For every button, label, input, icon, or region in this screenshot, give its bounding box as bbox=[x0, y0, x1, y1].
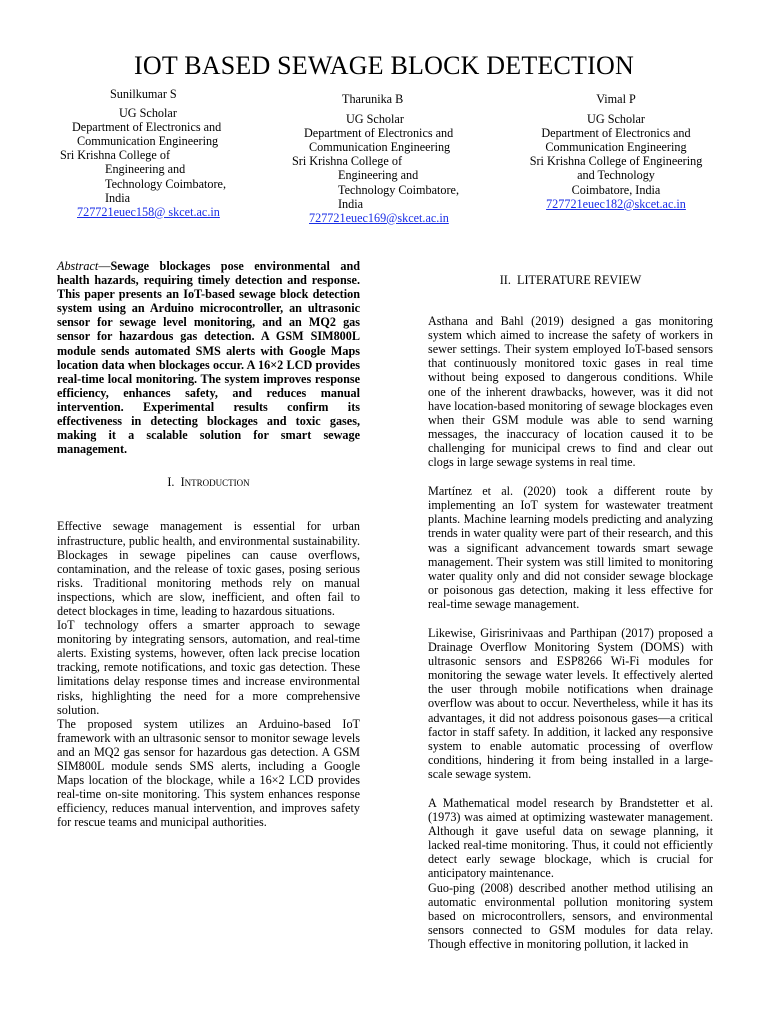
author-college: Engineering and bbox=[338, 168, 419, 183]
author-name: Tharunika B bbox=[342, 92, 404, 106]
author-country: India bbox=[338, 196, 364, 211]
author-role: UG Scholar bbox=[587, 112, 645, 127]
author-email-link[interactable]: 727721euec158@ skcet.ac.in bbox=[77, 204, 220, 219]
author-dept: Communication Engineering bbox=[77, 134, 219, 149]
author-block-1 bbox=[60, 87, 242, 219]
review-paragraph-5: Guo-ping (2008) described another method utilising an automatic environmental pollution monitoring system based on microcontrollers, sensors, and environmental sensors connected to GSM modules for data relay. Though effective in monitoring pollution, it lacked in bbox=[428, 880, 713, 951]
section-heading-introduction bbox=[57, 475, 360, 489]
author-college: Sri Krishna College of bbox=[292, 154, 403, 169]
author-college: Technology Coimbatore, bbox=[105, 176, 226, 191]
section-title: LITERATURE REVIEW bbox=[517, 273, 642, 287]
author-dept: Department of Electronics and bbox=[72, 120, 222, 135]
abstract bbox=[57, 259, 360, 456]
author-dept: Department of Electronics and bbox=[541, 126, 691, 141]
abstract-label: Abstract bbox=[57, 259, 99, 273]
author-dept: Communication Engineering bbox=[545, 140, 687, 155]
left-column bbox=[57, 259, 360, 829]
author-dept: Department of Electronics and bbox=[304, 126, 454, 141]
review-paragraph-3: Likewise, Girisrinivaas and Parthipan (2017) proposed a Drainage Overflow Monitoring System (DOMS) with ultrasonic sensors and ESP8266 Wi-Fi modules for monitoring the sewage water levels. It effectively alerted the user through mobile notifications when drainage overflow was about to occur. Nevertheless, while it has its advantages, it did not address poisonous gases—a critical factor in staff safety. In addition, it lacked any responsive system to enable automatic processing of overflow conditions, hindering it from being installed in a large-scale sewage system. bbox=[428, 625, 713, 781]
abstract-text: Sewage blockages pose environmental and health hazards, requiring timely detection and response. This paper presents an IoT-based sewage block detection system using an Arduino microcontroller, an ultrasonic sensor for sewage level monitoring, and an MQ2 gas sensor for hazardous gas detection. A GSM SIM800L module sends automated SMS alerts with Google Maps location data when blockages occur. A 16×2 LCD provides real-time local monitoring. The system improves response efficiency, enhances safety, and reduces manual intervention. Experimental results confirm its effectiveness in detecting blockages and toxic gases, making it a scalable solution for smart sewage management. bbox=[57, 259, 360, 457]
author-college: Technology Coimbatore, bbox=[338, 182, 459, 197]
section-title: Introduction bbox=[180, 475, 250, 490]
author-name: Sunilkumar S bbox=[110, 87, 177, 101]
author-block-3 bbox=[520, 92, 712, 211]
author-college: Coimbatore, India bbox=[571, 182, 661, 197]
abstract-dash: — bbox=[98, 259, 111, 273]
author-email-link[interactable]: 727721euec169@skcet.ac.in bbox=[309, 210, 449, 225]
section-number: I. bbox=[167, 475, 175, 490]
intro-paragraph-3: The proposed system utilizes an Arduino-based IoT framework with an ultrasonic sensor to monitor sewage levels and an MQ2 gas sensor for hazardous gas detection. A GSM SIM800L module sends SMS alerts, including a Google Maps location of the blockage, while a 16×2 LCD provides real-time on-site monitoring. This system enhances response efficiency, reduces manual intervention, and improves safety for rescue teams and municipal authorities. bbox=[57, 716, 360, 830]
intro-paragraph-2: IoT technology offers a smarter approach to sewage monitoring by integrating sensors, automation, and real-time alerts. Existing systems, however, often lack precise location tracking, remote notifications, and toxic gas detection. These limitations delay response times and increase environmental risks, highlighting the need for a more comprehensive solution. bbox=[57, 618, 360, 717]
author-country: India bbox=[105, 190, 131, 205]
author-block-2 bbox=[292, 92, 474, 225]
right-column bbox=[428, 273, 713, 951]
author-dept: Communication Engineering bbox=[309, 140, 451, 155]
review-paragraph-1: Asthana and Bahl (2019) designed a gas monitoring system which aimed to increase the safety of workers in sewer settings. Their system employed IoT-based sensors that continuously monitored toxic gases in real time without being exposed to dangerous conditions. While one of the inherent drawbacks, however, was it did not have location-based monitoring of sewage blockages even when their GSM module was able to send warning messages, the inaccuracy of location caused it to be challenging for municipal crews to find and clear out clogs in large sewage systems in real time. bbox=[428, 314, 713, 470]
review-paragraph-2: Martínez et al. (2020) took a different route by implementing an IoT system for wastewater treatment plants. Machine learning models predicting and analyzing trends in water quality were part of their research, and this was a significant advancement towards smart sewage management. Their system was still limited to monitoring water quality only and did not consider sewage blockage or poisonous gas detection, making it less effective for real-time sewage management. bbox=[428, 484, 713, 611]
intro-paragraph-1: Effective sewage management is essential for urban infrastructure, public health, and environmental sustainability. Blockages in sewage pipelines can cause overflows, contamination, and the release of toxic gases, posing serious risks. Traditional monitoring methods rely on manual inspections, which are slow, inefficient, and often fail to detect blockages in time, leading to hazardous situations. bbox=[57, 519, 360, 618]
review-paragraph-4: A Mathematical model research by Brandstetter et al. (1973) was aimed at optimizing wastewater management. Although it gave useful data on sewage planning, it lacked real-time monitoring. Thus, it could not efficiently detect early sewage blockage, which is crucial for anticipatory maintenance. bbox=[428, 796, 713, 881]
author-name: Vimal P bbox=[596, 92, 636, 106]
author-role: UG Scholar bbox=[119, 106, 177, 121]
author-college: and Technology bbox=[577, 168, 655, 183]
author-role: UG Scholar bbox=[346, 112, 404, 127]
section-number: II. bbox=[499, 273, 511, 287]
paper-title: IOT BASED SEWAGE BLOCK DETECTION bbox=[134, 51, 634, 80]
author-college: Sri Krishna College of bbox=[60, 148, 171, 163]
author-college: Engineering and bbox=[105, 162, 186, 177]
section-heading-literature-review bbox=[428, 273, 713, 287]
author-email-link[interactable]: 727721euec182@skcet.ac.in bbox=[546, 196, 686, 211]
author-college: Sri Krishna College of Engineering bbox=[529, 154, 703, 169]
